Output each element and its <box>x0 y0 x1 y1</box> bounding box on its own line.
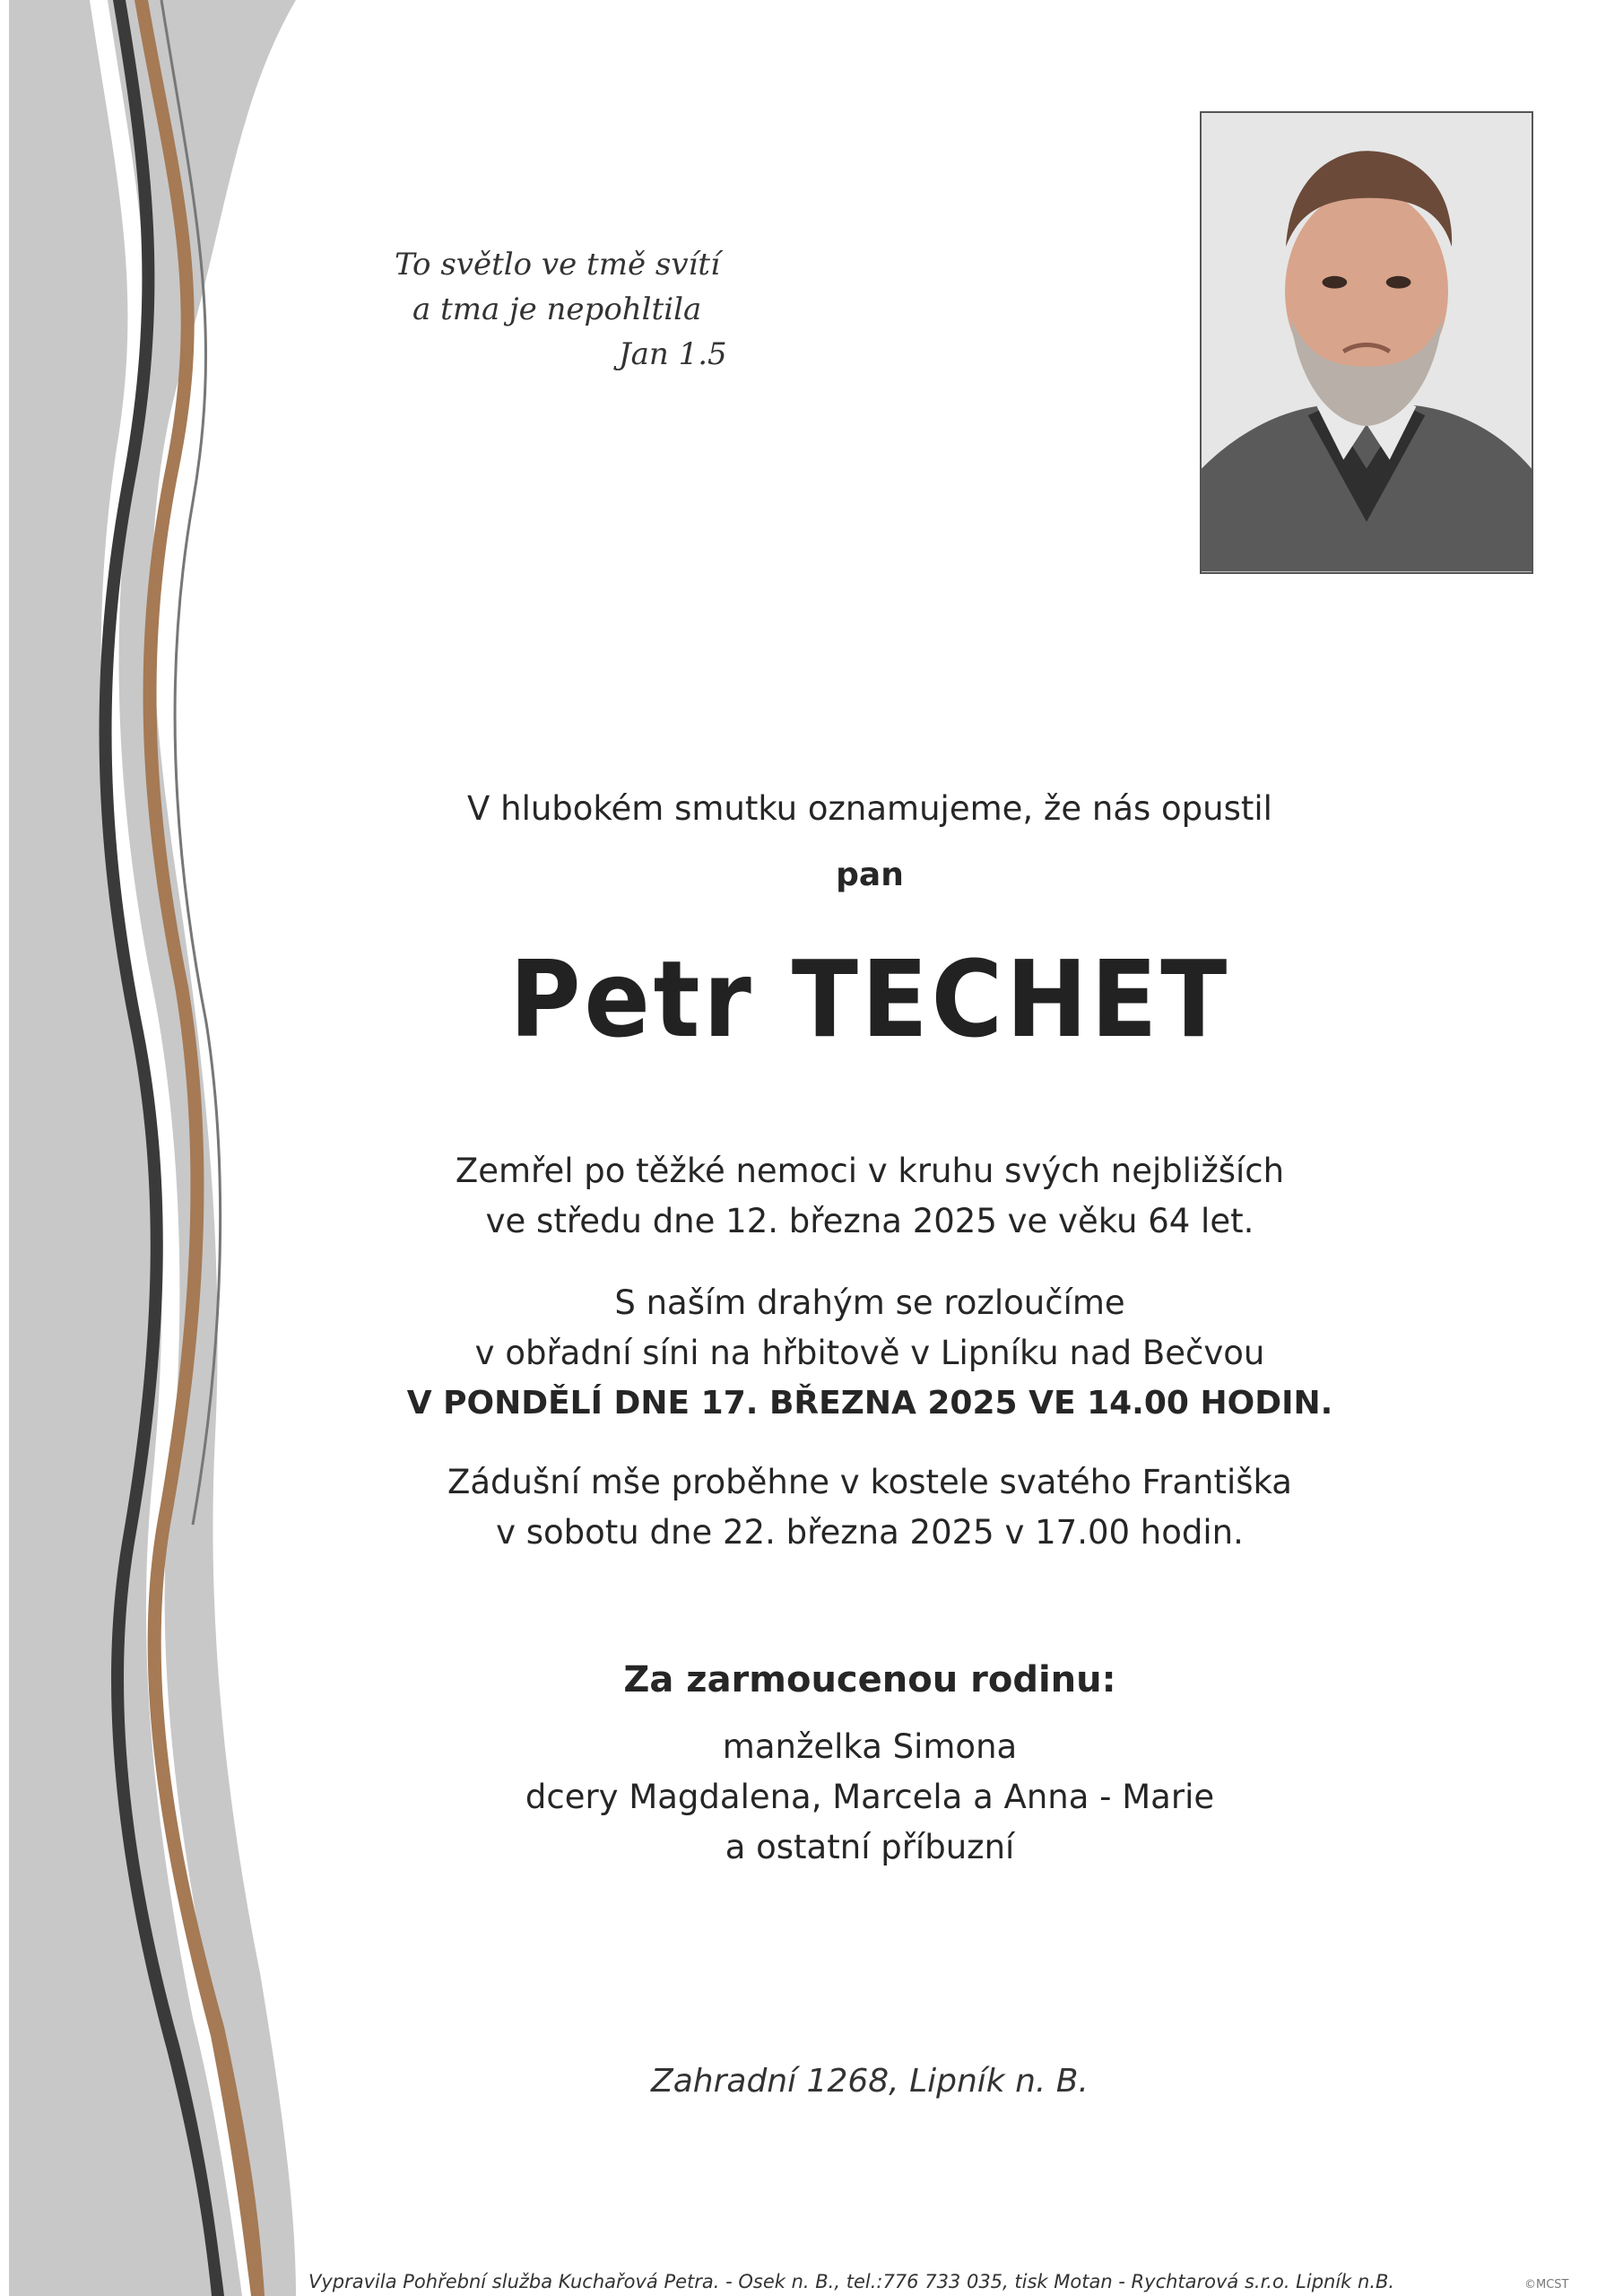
portrait-image <box>1202 113 1532 572</box>
death-info <box>377 1146 1363 1247</box>
motto-reference: Jan 1.5 <box>619 336 727 372</box>
family-line-2: dcery Magdalena, Marcela a Anna - Marie <box>525 1778 1215 1816</box>
honorific: pan <box>836 857 904 893</box>
farewell-date-time: V PONDĚLÍ DNE 17. BŘEZNA 2025 VE 14.00 HODIN. <box>406 1385 1333 1422</box>
farewell-line-2: v obřadní síni na hřbitově v Lipníku nad Bečvou <box>474 1334 1265 1372</box>
deceased-name: Petr TECHET <box>509 937 1230 1061</box>
announcement-intro: V hlubokém smutku oznamujeme, že nás opustil <box>467 789 1272 828</box>
family-heading: Za zarmoucenou rodinu: <box>623 1659 1116 1700</box>
motto-line-1: To světlo ve tmě svítí <box>395 247 720 283</box>
funeral-service-footer: Vypravila Pohřební služba Kuchařová Petra. - Osek n. B., tel.:776 733 035, tisk Motan - Rychtarová s.r.o. Lipník n.B. <box>308 2271 1395 2292</box>
copyright-mark: ©MCST <box>1524 2278 1569 2292</box>
death-info-line-2: ve středu dne 12. března 2025 ve věku 64 let. <box>485 1202 1254 1240</box>
mass-line-1: Zádušní mše proběhne v kostele svatého Františka <box>447 1463 1292 1501</box>
mass-info <box>377 1457 1363 1558</box>
mass-line-2: v sobotu dne 22. března 2025 v 17.00 hodin. <box>496 1513 1244 1552</box>
death-info-line-1: Zemřel po těžké nemoci v kruhu svých nejbližších <box>455 1152 1285 1190</box>
family-line-3: a ostatní příbuzní <box>725 1828 1015 1866</box>
farewell-info <box>377 1278 1363 1429</box>
family-list <box>377 1722 1363 1873</box>
portrait-photo <box>1200 111 1533 574</box>
family-address: Zahradní 1268, Lipník n. B. <box>651 2063 1089 2100</box>
family-line-1: manželka Simona <box>722 1727 1018 1766</box>
bible-verse-motto <box>359 242 735 377</box>
farewell-line-1: S naším drahým se rozloučíme <box>614 1283 1125 1322</box>
decorative-ribbon-border <box>0 0 305 2296</box>
motto-line-2: a tma je nepohltila <box>412 291 702 327</box>
